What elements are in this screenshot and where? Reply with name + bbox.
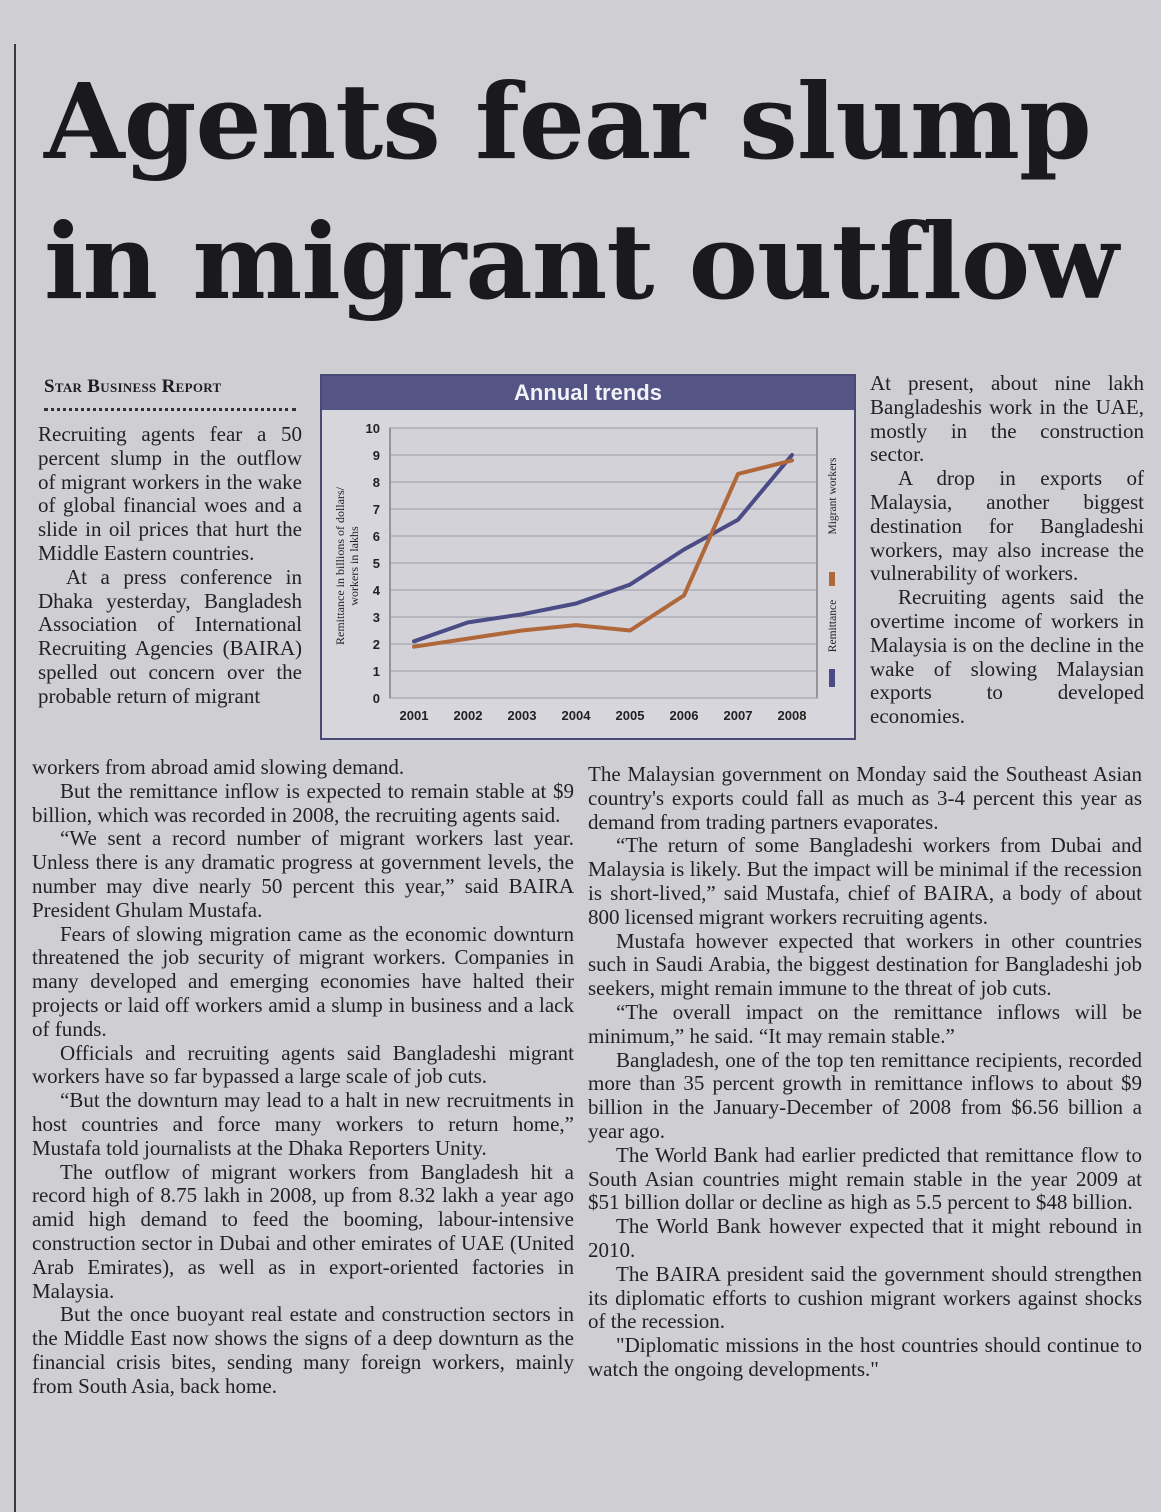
chart-title: Annual trends — [322, 376, 854, 410]
paragraph: Recruiting agents fear a 50 percent slump in the outflow of migrant workers in the wake of global financial woes and a slide in oil prices that hurt the Middle Eastern countries. — [38, 422, 302, 565]
y-tick-label: 4 — [372, 583, 380, 598]
x-tick-label: 2001 — [399, 708, 429, 723]
paragraph: “The return of some Bangladeshi workers from Dubai and Malaysia is likely. But the impact will be minimal if the recession is short-lived,” said Mustafa, chief of BAIRA, a body of about 800 licensed migrant workers recruiting agents. — [588, 833, 1142, 929]
paragraph: The BAIRA president said the government should strengthen its diplomatic efforts to cushion migrant workers against shocks of the recession. — [588, 1261, 1142, 1334]
column-rule — [14, 44, 16, 1512]
chart-canvas — [322, 376, 854, 738]
byline: Star Business Report — [44, 376, 222, 397]
y-tick-label: 5 — [372, 556, 380, 571]
paragraph: The Malaysian government on Monday said the Southeast Asian country's exports could fall as much as 3-4 percent this year as demand from trading partners evaporates. — [588, 762, 1142, 834]
paragraph: At present, about nine lakh Bangladeshis work in the UAE, mostly in the construction sector. — [870, 371, 1144, 467]
x-tick-label: 2008 — [777, 708, 807, 723]
y-tick-label: 1 — [372, 664, 380, 679]
paragraph: Mustafa however expected that workers in other countries such in Saudi Arabia, the biggest destination for Bangladeshi job seekers, might remain immune to the threat of job cuts. — [588, 928, 1142, 1001]
y-tick-label: 0 — [372, 691, 380, 706]
paragraph: workers from abroad amid slowing demand. — [32, 755, 405, 779]
headline — [44, 52, 1154, 332]
y-axis-label: Remittance in billions of dollars/ — [333, 487, 347, 645]
paragraph: The World Bank however expected that it might rebound in 2010. — [588, 1214, 1142, 1262]
article-column-1 — [38, 423, 302, 709]
paragraph: “The overall impact on the remittance inflows will be minimum,” he said. “It may remain stable.” — [588, 999, 1142, 1048]
paragraph: At a press conference in Dhaka yesterday, Bangladesh Association of International Recruiting Agencies (BAIRA) spelled out concern over the probable return of migrant — [38, 564, 302, 708]
y-tick-label: 3 — [372, 610, 380, 625]
x-tick-label: 2005 — [615, 708, 645, 723]
paragraph: A drop in exports of Malaysia, another biggest destination for Bangladeshi workers, may also increase the vulnerability of workers. — [870, 466, 1144, 586]
x-tick-label: 2003 — [507, 708, 537, 723]
byline-divider — [44, 408, 296, 411]
article-column-3 — [870, 372, 1144, 729]
y-tick-label: 8 — [372, 475, 380, 490]
x-tick-label: 2007 — [723, 708, 753, 723]
paragraph: Officials and recruiting agents said Bangladeshi migrant workers have so far bypassed a large scale of job cuts. — [32, 1040, 574, 1089]
paragraph: Bangladesh, one of the top ten remittance recipients, recorded more than 35 percent growth in remittance inflows to about $9 billion in the January-December of 2008 from $6.56 billion a year ago. — [588, 1047, 1142, 1143]
y-tick-label: 10 — [365, 421, 380, 436]
legend-label-remittance: Remittance — [827, 599, 839, 653]
y-tick-label: 7 — [372, 502, 380, 517]
paragraph: The World Bank had earlier predicted that remittance flow to South Asian countries might remain stable in the year 2009 at $51 billion dollar or decline as high as 5.5 percent to $48 billion. — [588, 1142, 1142, 1215]
paragraph: Recruiting agents said the overtime income of workers in Malaysia is on the decline in the wake of slowing Malaysian exports to developed economies. — [870, 585, 1144, 729]
paragraph: “But the downturn may lead to a halt in new recruitments in host countries and force many workers to return home,” Mustafa told journalists at the Dhaka Reporters Unity. — [32, 1088, 574, 1160]
paragraph: "Diplomatic missions in the host countries should continue to watch the ongoing developments." — [588, 1333, 1142, 1381]
y-tick-label: 6 — [372, 529, 380, 544]
article-column-4 — [588, 763, 1142, 1382]
legend-label-migrant-workers: Migrant workers — [827, 457, 839, 535]
legend-swatch-remittance — [829, 669, 835, 687]
paragraph: The outflow of migrant workers from Bangladesh hit a record high of 8.75 lakh in 2008, up from 8.32 lakh a year ago amid high demand to feed the booming, labour-intensive construction sector in Dubai and other emirates of UAE (United Arab Emirates), as well as in export-oriented factories in Malaysia. — [32, 1159, 574, 1303]
paragraph: But the remittance inflow is expected to remain stable at $9 billion, which was recorded in 2008, the recruiting agents said. — [32, 778, 574, 827]
y-axis-label: workers in lakhs — [347, 526, 361, 606]
paragraph: “We sent a record number of migrant workers last year. Unless there is any dramatic progress at government levels, the number may dive nearly 50 percent this year,” said BAIRA President Ghulam Mustafa. — [32, 826, 574, 922]
y-tick-label: 2 — [372, 637, 380, 652]
headline-line-2: in migrant outflow — [44, 200, 1118, 323]
paragraph: Fears of slowing migration came as the economic downturn threatened the job security of migrant workers. Companies in many developed and emerging economies have halted their projects or laid off workers amid a slump in business and a lack of funds. — [32, 921, 574, 1041]
x-tick-label: 2004 — [561, 708, 591, 723]
legend-swatch-migrant-workers — [829, 572, 835, 586]
paragraph: But the once buoyant real estate and construction sectors in the Middle East now shows the signs of a deep downturn as the financial crisis bites, sending many foreign workers, mainly from South Asia, back home. — [32, 1302, 574, 1398]
y-tick-label: 9 — [372, 448, 380, 463]
article-column-2 — [32, 756, 574, 1399]
annual-trends-chart — [320, 374, 856, 740]
headline-line-1: Agents fear slump — [44, 60, 1091, 183]
x-tick-label: 2006 — [669, 708, 699, 723]
x-tick-label: 2002 — [453, 708, 483, 723]
